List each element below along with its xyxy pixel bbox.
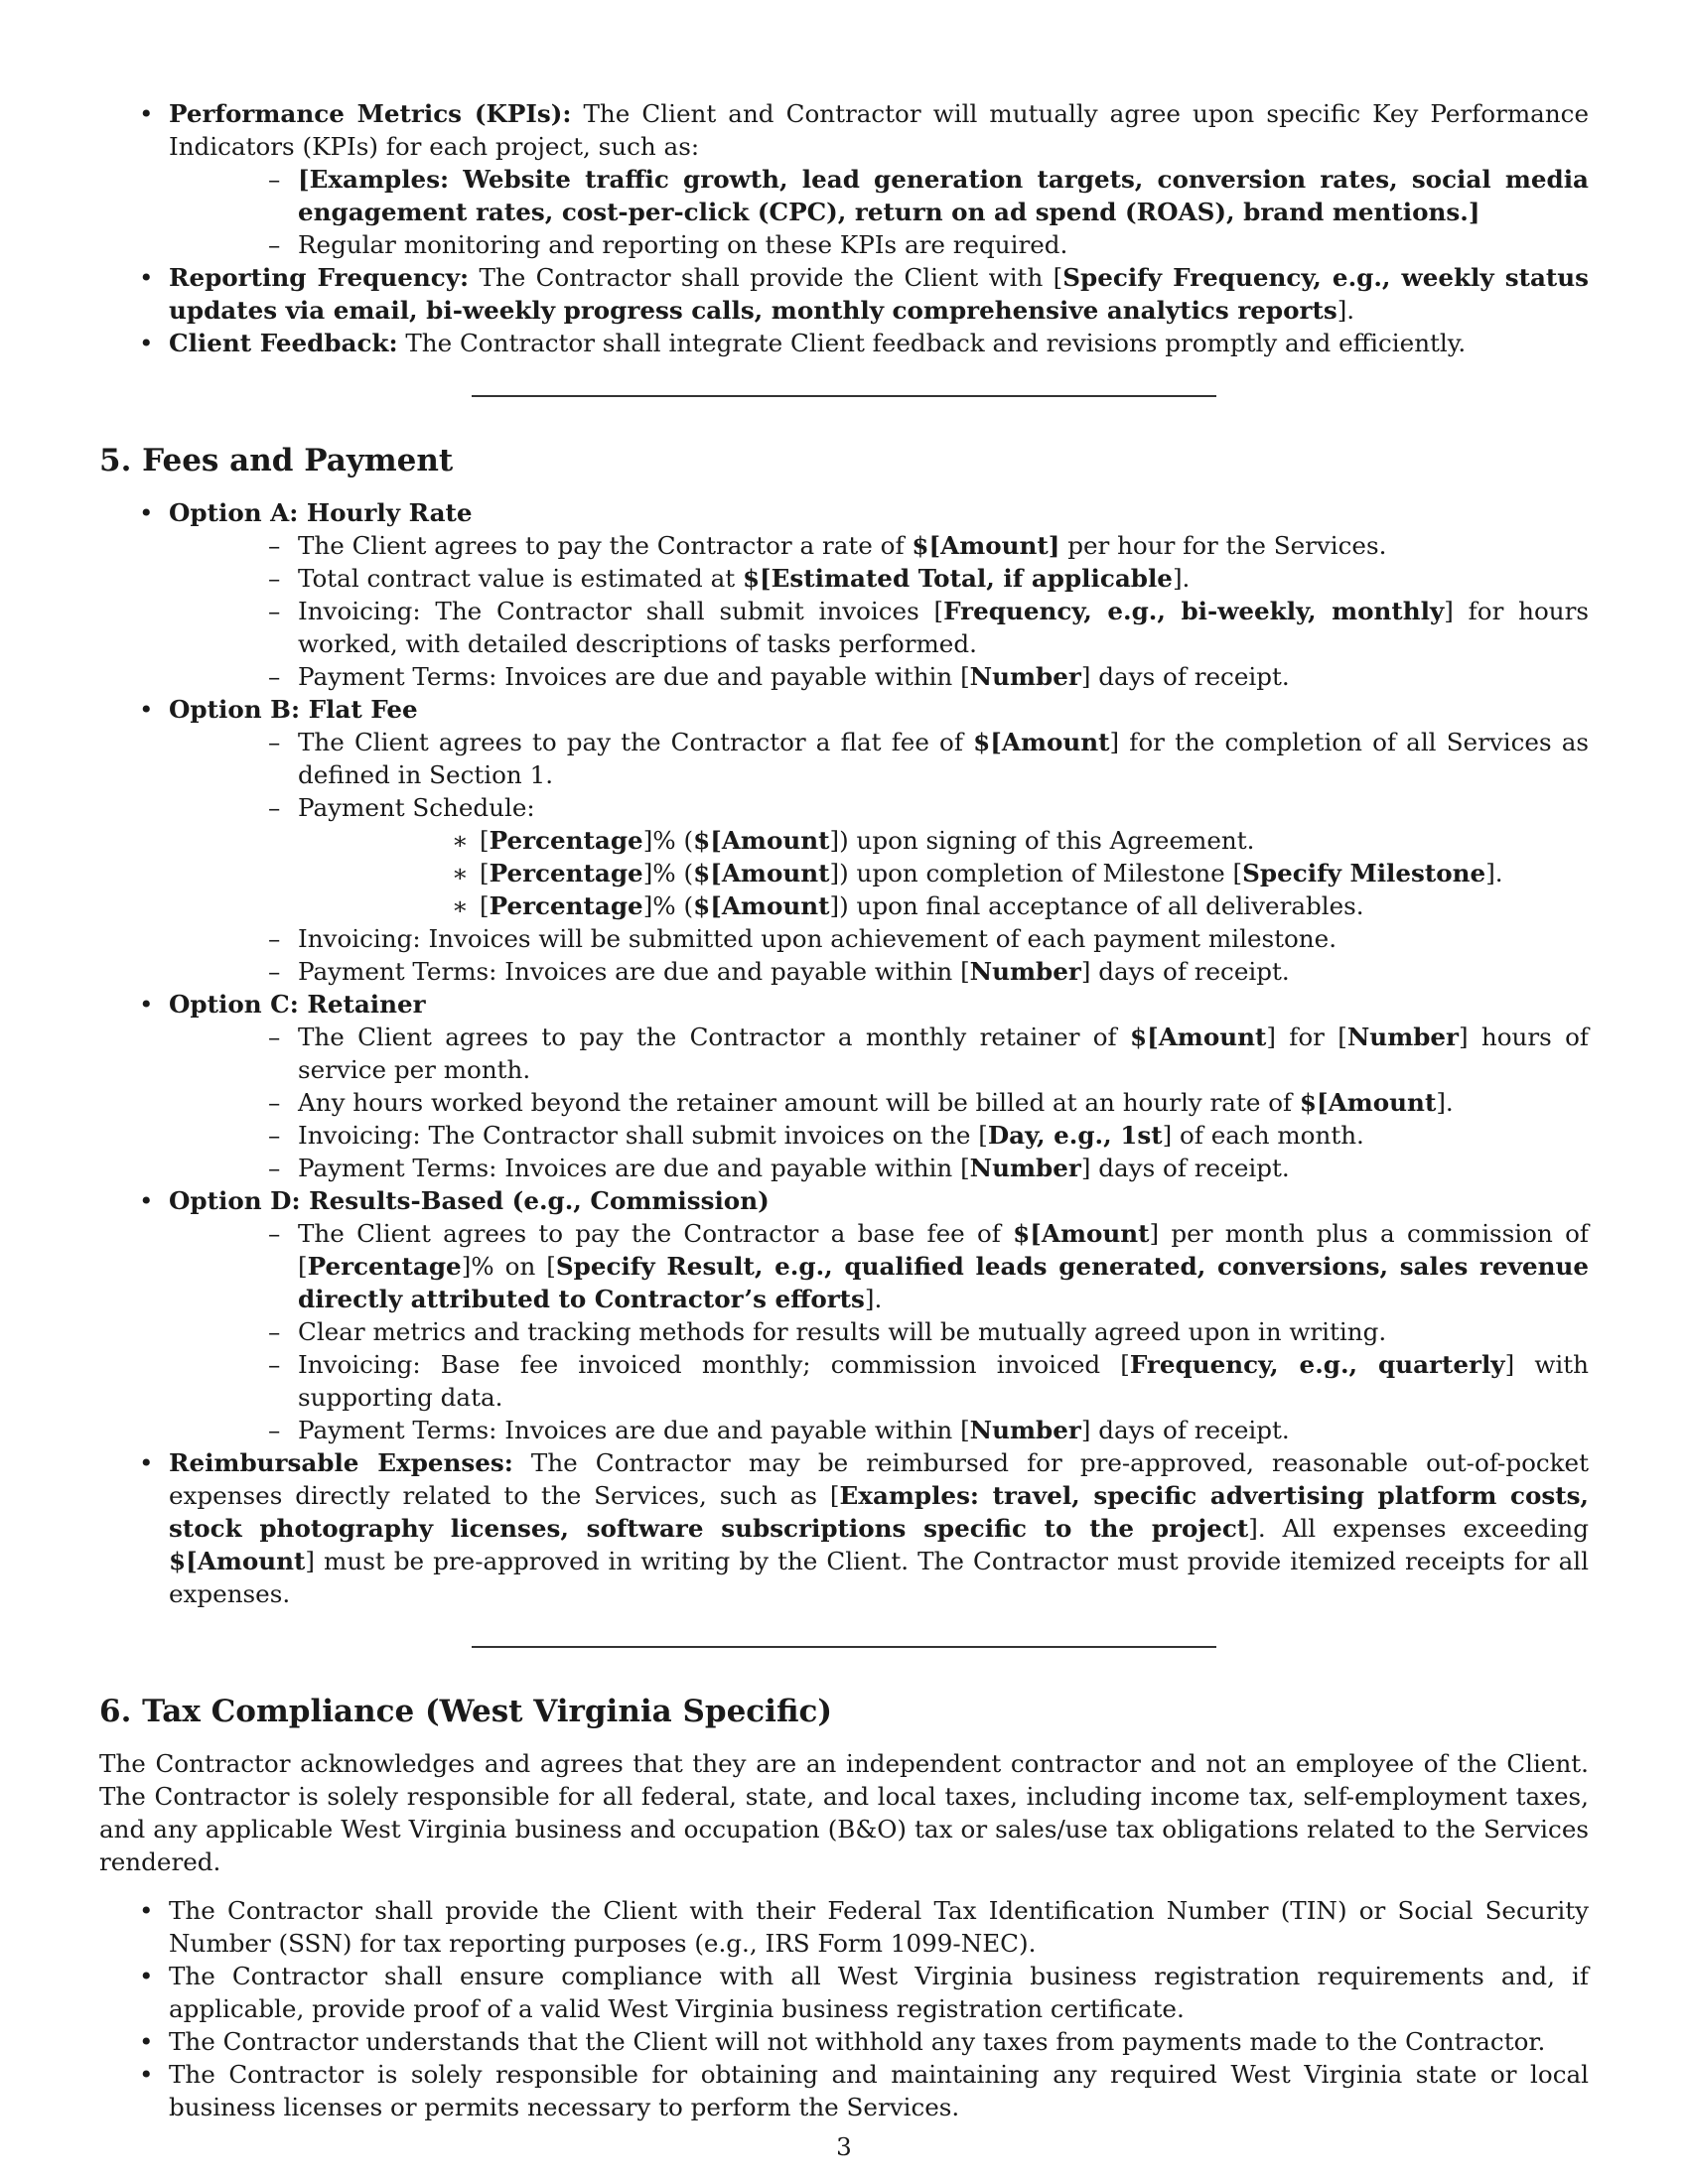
kpis-text: The Client and Contractor will mutually agree upon specific Key Performance Indicators (KPIs) for each project, such as: xyxy=(169,99,1589,161)
option-c-payment-terms: – Payment Terms: Invoices are due and payable within [Number] days of receipt. xyxy=(169,1152,1589,1184)
option-b-payment-terms: – Payment Terms: Invoices are due and payable within [Number] days of receipt. xyxy=(169,955,1589,988)
reporting-frequency: Specify Frequency, e.g., weekly status updates via email, bi-weekly progress calls, monthly comprehensive analytics reports xyxy=(169,263,1590,325)
option-d-fee: – The Client agrees to pay the Contractor a base fee of $[Amount] per month plus a commission of [Percentage]% on [Specify Result, e.g., qualified leads generated, conversions, sales revenue directly attributed to Contractor’s efforts]. xyxy=(169,1217,1589,1315)
section-divider xyxy=(472,1646,1216,1648)
option-c-sublist xyxy=(169,1021,1589,1184)
option-d xyxy=(99,1184,1589,1446)
option-c xyxy=(99,988,1589,1184)
payment-schedule-list xyxy=(298,824,1589,922)
option-c-overage: – Any hours worked beyond the retainer amount will be billed at an hourly rate of $[Amount]. xyxy=(169,1086,1589,1119)
expenses-label: Reimbursable Expenses: xyxy=(169,1448,513,1477)
fees-list xyxy=(99,496,1589,1610)
option-b-invoicing: – Invoicing: Invoices will be submitted upon achievement of each payment milestone. xyxy=(169,922,1589,955)
option-d-invoicing: – Invoicing: Base fee invoiced monthly; commission invoiced [Frequency, e.g., quarterly] with supporting data. xyxy=(169,1348,1589,1414)
option-a xyxy=(99,496,1589,693)
tax-item-withholding: • The Contractor understands that the Client will not withhold any taxes from payments made to the Contractor. xyxy=(99,2025,1589,2058)
option-a-total: – Total contract value is estimated at $[Estimated Total, if applicable]. xyxy=(169,562,1589,595)
page-number: 3 xyxy=(836,2132,852,2161)
deliverables-list xyxy=(99,97,1589,359)
document-page xyxy=(99,97,1589,2123)
option-c-invoicing: – Invoicing: The Contractor shall submit invoices on the [Day, e.g., 1st] of each month. xyxy=(169,1119,1589,1152)
option-a-label: Option A: Hourly Rate xyxy=(169,498,473,527)
option-a-invoicing: – Invoicing: The Contractor shall submit invoices [Frequency, e.g., bi-weekly, monthly] for hours worked, with detailed descriptions of tasks performed. xyxy=(169,595,1589,660)
tax-list xyxy=(99,1894,1589,2123)
section5-title: 5. Fees and Payment xyxy=(99,443,454,478)
option-d-payment-terms: – Payment Terms: Invoices are due and payable within [Number] days of receipt. xyxy=(169,1414,1589,1446)
tax-item-tin: • The Contractor shall provide the Client with their Federal Tax Identification Number (TIN) or Social Security Number (SSN) for tax reporting purposes (e.g., IRS Form 1099-NEC). xyxy=(99,1894,1589,1960)
option-d-label: Option D: Results-Based (e.g., Commission) xyxy=(169,1186,770,1215)
section6-title: 6. Tax Compliance (West Virginia Specific) xyxy=(99,1694,833,1729)
option-d-metrics: – Clear metrics and tracking methods for results will be mutually agreed upon in writing. xyxy=(169,1315,1589,1348)
option-b-fee: – The Client agrees to pay the Contractor a flat fee of $[Amount] for the completion of all Services as defined in Section 1. xyxy=(169,726,1589,791)
feedback-label: Client Feedback: xyxy=(169,329,398,357)
feedback-item xyxy=(99,327,1589,359)
option-b-label: Option B: Flat Fee xyxy=(169,695,418,724)
kpis-sublist xyxy=(169,163,1589,261)
option-a-sublist xyxy=(169,529,1589,693)
tax-item-licenses: • The Contractor is solely responsible for obtaining and maintaining any required West Virginia state or local business licenses or permits necessary to perform the Services. xyxy=(99,2058,1589,2123)
schedule-acceptance: ∗ [Percentage]% ($[Amount]) upon final acceptance of all deliverables. xyxy=(298,889,1589,922)
kpis-examples-text: [Examples: Website traffic growth, lead generation targets, conversion rates, social media engagement rates, cost-per-click (CPC), return on ad spend (ROAS), brand mentions.] xyxy=(298,165,1589,226)
reporting-text: The Contractor shall provide the Client with [ xyxy=(469,263,1063,292)
schedule-milestone: ∗ [Percentage]% ($[Amount]) upon completion of Milestone [Specify Milestone]. xyxy=(298,857,1589,889)
kpis-examples xyxy=(169,163,1589,228)
kpis-monitoring: – Regular monitoring and reporting on these KPIs are required. xyxy=(169,228,1589,261)
reporting-close: ]. xyxy=(1336,296,1355,325)
schedule-signing: ∗ [Percentage]% ($[Amount]) upon signing of this Agreement. xyxy=(298,824,1589,857)
option-a-rate: – The Client agrees to pay the Contractor a rate of $[Amount] per hour for the Services. xyxy=(169,529,1589,562)
section-divider xyxy=(472,395,1216,397)
kpis-label: Performance Metrics (KPIs): xyxy=(169,99,572,128)
option-b-sublist xyxy=(169,726,1589,988)
option-d-sublist xyxy=(169,1217,1589,1446)
feedback-text: The Contractor shall integrate Client feedback and revisions promptly and efficiently. xyxy=(397,329,1467,357)
kpis-item xyxy=(99,97,1589,261)
reporting-label: Reporting Frequency: xyxy=(169,263,470,292)
option-b xyxy=(99,693,1589,988)
option-c-retainer: – The Client agrees to pay the Contractor a monthly retainer of $[Amount] for [Number] hours of service per month. xyxy=(169,1021,1589,1086)
tax-item-registration: • The Contractor shall ensure compliance with all West Virginia business registration requirements and, if applicable, provide proof of a valid West Virginia business registration certificate. xyxy=(99,1960,1589,2025)
option-b-schedule: – Payment Schedule: ∗ [Percentage]% ($[Amount]) upon signing of this Agreement. ∗ [Percentage]% ($[Amount]) upon completion of Milestone [Specify Milestone]. ∗ [Percentage]% ($[Amount]) upon final acceptance of all deliverables. xyxy=(169,791,1589,922)
reporting-item xyxy=(99,261,1589,327)
reimbursable-expenses: • Reimbursable Expenses: The Contractor may be reimbursed for pre-approved, reasonable out-of-pocket expenses directly related to the Services, such as [Examples: travel, specific advertising platform costs, stock photography licenses, software subscriptions specific to the project]. All expenses exceeding $[Amount] must be pre-approved in writing by the Client. The Contractor must provide itemized receipts for all expenses. xyxy=(99,1446,1589,1610)
tax-intro-paragraph: The Contractor acknowledges and agrees that they are an independent contractor and not an employee of the Client. The Contractor is solely responsible for all federal, state, and local taxes, including income tax, self-employment taxes, and any applicable West Virginia business and occupation (B&O) tax or sales/use tax obligations related to the Services rendered. xyxy=(99,1749,1589,1876)
option-a-payment-terms: – Payment Terms: Invoices are due and payable within [Number] days of receipt. xyxy=(169,660,1589,693)
option-c-label: Option C: Retainer xyxy=(169,990,426,1019)
